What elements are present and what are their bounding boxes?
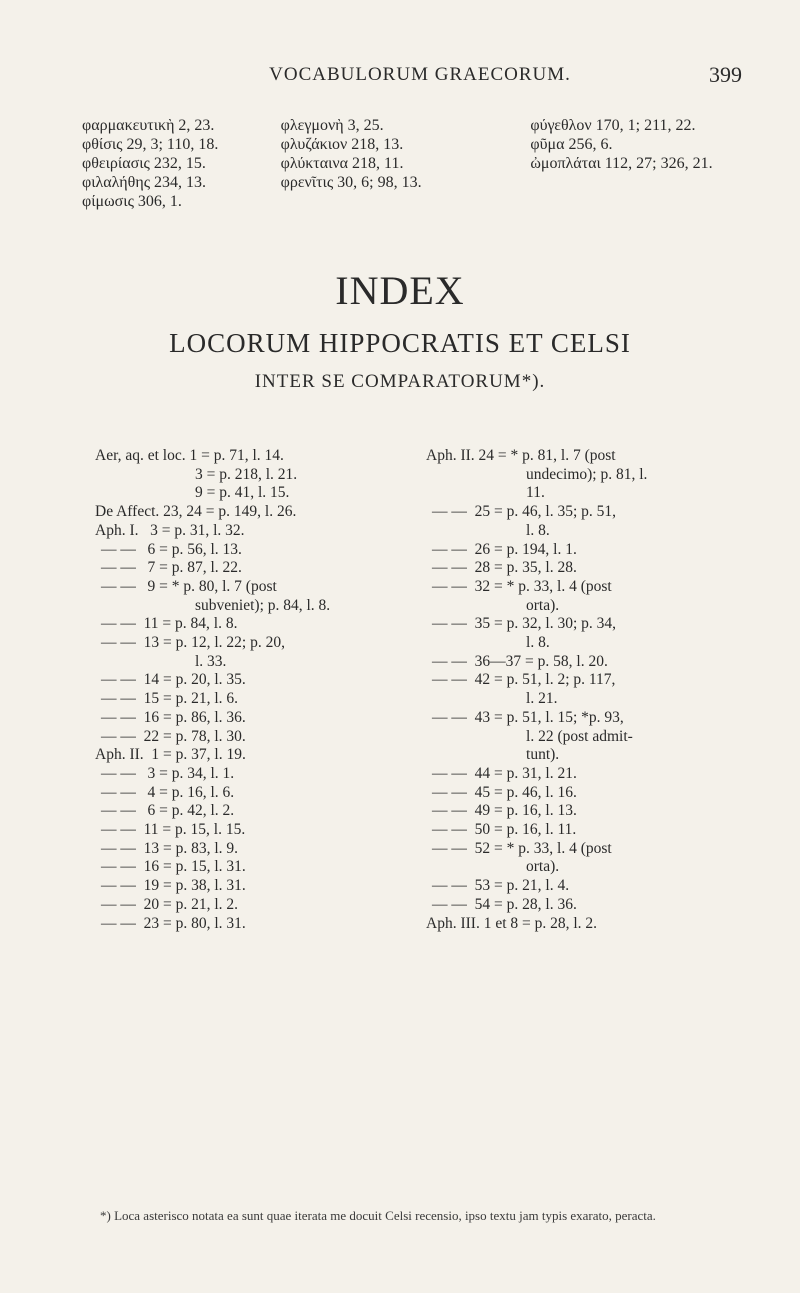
glossary-entry: φαρμακευτικὴ 2, 23. [82,117,215,134]
glossary-entry: φρενῖτις 30, 6; 98, 13. [280,174,422,191]
footnote: *) Loca asterisco notata ea sunt quae iterata me docuit Celsi recensio, ipso textu jam typis exarato, peracta. [100,1208,656,1223]
index-entry-line: — — 36—37 = p. 58, l. 20. [432,652,608,670]
index-entry-line: — — 54 = p. 28, l. 36. [432,895,577,913]
index-entry-line: Aph. I. 3 = p. 31, l. 32. [95,521,245,539]
index-entry-line: — — 50 = p. 16, l. 11. [432,821,577,839]
index-entry-line: Aph. II. 1 = p. 37, l. 19. [95,746,246,764]
index-entry-line: — — 15 = p. 21, l. 6. [101,690,239,708]
greek-glossary [82,116,782,211]
index-entry-line: tunt). [526,746,560,764]
index-entry-line: 9 = p. 41, l. 15. [195,484,290,502]
index-entry-line: — — 16 = p. 15, l. 31. [101,858,246,876]
index-entry-line: — — 32 = * p. 33, l. 4 (post [432,577,612,595]
index-subtitle-secondary: INTER SE COMPARATORUM*). [254,371,546,392]
index-entry-line: l. 33. [195,652,227,670]
index-entry-line: — — 19 = p. 38, l. 31. [101,877,246,895]
index-entry-line: — — 13 = p. 83, l. 9. [101,839,239,857]
index-entry-line: — — 14 = p. 20, l. 35. [101,671,246,689]
glossary-entry: φύγεθλον 170, 1; 211, 22. [530,117,696,134]
index-entry-line: — — 20 = p. 21, l. 2. [101,895,239,913]
index-entry-line: — — 4 = p. 16, l. 6. [101,783,235,801]
index-entry-line: l. 21. [526,690,558,708]
index-entry-line: — — 3 = p. 34, l. 1. [101,764,235,782]
glossary-entry: φλεγμονὴ 3, 25. [280,117,384,134]
glossary-column-2 [281,116,531,211]
running-head: VOCABULORUM GRAECORUM. [269,64,571,85]
index-entry-line: — — 11 = p. 15, l. 15. [101,821,246,839]
index-entry-line: Aph. III. 1 et 8 = p. 28, l. 2. [426,914,598,932]
index-entry-line: orta). [526,858,560,876]
index-entry-line: subveniet); p. 84, l. 8. [195,596,331,614]
index-entry-line: — — 16 = p. 86, l. 36. [101,708,246,726]
glossary-entry: φιλαλήθης 234, 13. [82,174,207,191]
index-entry-line: — — 9 = * p. 80, l. 7 (post [101,577,277,595]
index-entry-line: — — 25 = p. 46, l. 35; p. 51, [432,503,616,521]
index-entry-line: Aph. II. 24 = * p. 81, l. 7 (post [426,447,616,464]
index-entry-line: — — 6 = p. 56, l. 13. [101,540,242,558]
index-entry-line: — — 6 = p. 42, l. 2. [101,802,235,820]
index-entry-line: — — 43 = p. 51, l. 15; *p. 93, [432,708,624,726]
index-entry-line: — — 23 = p. 80, l. 31. [101,914,246,932]
index-entry-line: — — 28 = p. 35, l. 28. [432,559,577,577]
glossary-entry: φθειρίασις 232, 15. [82,155,206,172]
index-entry-line: — — 49 = p. 16, l. 13. [432,802,577,820]
index-entry-line: l. 22 (post admit- [526,727,633,745]
glossary-entry: φθίσις 29, 3; 110, 18. [82,136,219,153]
index-column-left [95,447,420,933]
index-subtitle: LOCORUM HIPPOCRATIS ET CELSI [169,328,631,358]
index-entry-line: — — 52 = * p. 33, l. 4 (post [432,839,612,857]
index-column-right [420,447,755,933]
index-entry-line: De Affect. 23, 24 = p. 149, l. 26. [95,503,297,521]
glossary-entry: ὠμοπλάται 112, 27; 326, 21. [530,155,713,172]
glossary-column-1 [82,116,281,211]
index-entry-line: — — 11 = p. 84, l. 8. [101,615,238,633]
index-entry-line: — — 7 = p. 87, l. 22. [101,559,242,577]
page-number: 399 [709,62,742,87]
index-entry-line: — — 26 = p. 194, l. 1. [432,540,577,558]
index-entry-line: — — 22 = p. 78, l. 30. [101,727,246,745]
index-entry-line: — — 44 = p. 31, l. 21. [432,764,577,782]
glossary-column-3 [530,116,782,211]
index-entry-line: — — 53 = p. 21, l. 4. [432,877,570,895]
glossary-entry: φλυζάκιον 218, 13. [280,136,404,153]
index-entry-line: orta). [526,596,560,614]
index-entry-line: l. 8. [526,634,550,652]
index-entry-line: — — 35 = p. 32, l. 30; p. 34, [432,615,616,633]
index-entry-line: l. 8. [526,521,550,539]
index-entry-line: 3 = p. 218, l. 21. [195,465,298,483]
glossary-entry: φίμωσις 306, 1. [82,193,182,210]
glossary-entry: φλύκταινα 218, 11. [280,155,404,172]
index-entry-line: — — 42 = p. 51, l. 2; p. 117, [432,671,616,689]
index-entry-line: — — 45 = p. 46, l. 16. [432,783,577,801]
index-entry-line: Aer, aq. et loc. 1 = p. 71, l. 14. [95,447,284,464]
index-locorum [95,447,755,933]
index-entry-line: undecimo); p. 81, l. [526,465,648,483]
index-title: INDEX [335,268,465,313]
index-entry-line: — — 13 = p. 12, l. 22; p. 20, [101,634,285,652]
index-entry-line: 11. [526,484,545,502]
glossary-entry: φῦμα 256, 6. [530,136,613,153]
